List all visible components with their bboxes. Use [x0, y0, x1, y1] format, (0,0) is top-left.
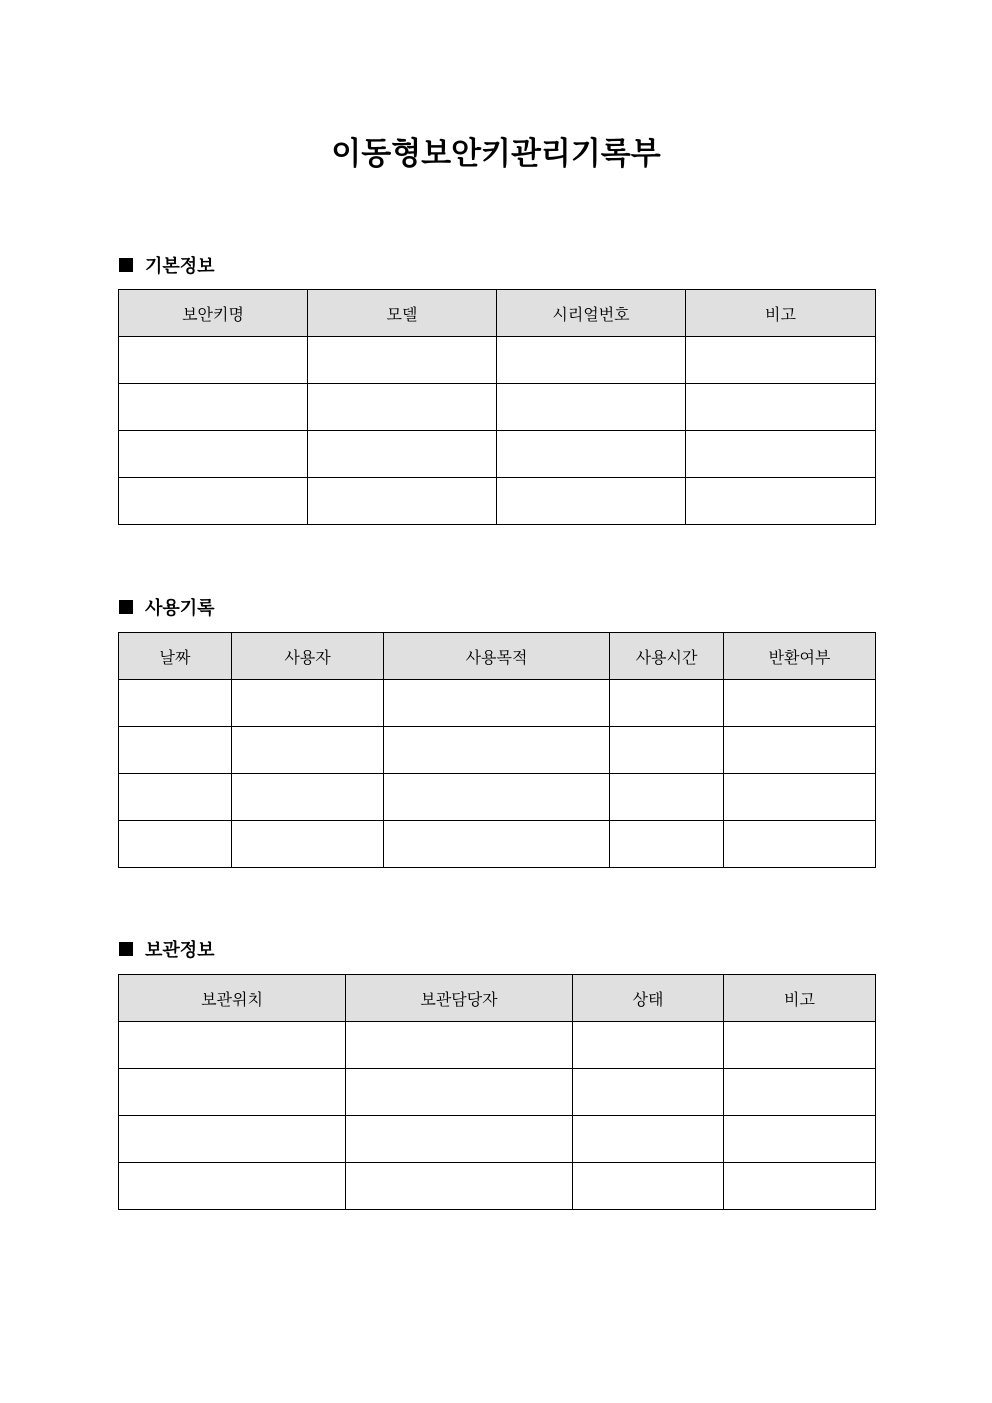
table-header-row — [119, 290, 876, 337]
table-cell[interactable] — [384, 774, 610, 821]
document-title: 이동형보안키관리기록부 — [331, 136, 661, 172]
column-header: 모델 — [308, 290, 497, 337]
table-cell[interactable] — [686, 384, 876, 431]
table-row — [119, 680, 876, 727]
table-row — [119, 1116, 876, 1163]
table-cell[interactable] — [610, 774, 724, 821]
table-cell[interactable] — [724, 680, 876, 727]
table-cell[interactable] — [610, 821, 724, 868]
column-header: 날짜 — [119, 633, 232, 680]
table-cell[interactable] — [686, 337, 876, 384]
table-cell[interactable] — [119, 680, 232, 727]
table-cell[interactable] — [724, 727, 876, 774]
column-header: 사용목적 — [384, 633, 610, 680]
table-cell[interactable] — [686, 478, 876, 525]
table-cell[interactable] — [119, 1022, 346, 1069]
table-cell[interactable] — [119, 821, 232, 868]
table-cell[interactable] — [346, 1069, 573, 1116]
table-cell[interactable] — [119, 1116, 346, 1163]
table-cell[interactable] — [232, 680, 384, 727]
column-header: 비고 — [724, 975, 876, 1022]
table-cell[interactable] — [724, 821, 876, 868]
table-cell[interactable] — [610, 727, 724, 774]
table-cell[interactable] — [497, 337, 686, 384]
table-cell[interactable] — [119, 1163, 346, 1210]
column-header: 상태 — [573, 975, 724, 1022]
table-cell[interactable] — [573, 1163, 724, 1210]
column-header: 보관위치 — [119, 975, 346, 1022]
table-cell[interactable] — [610, 680, 724, 727]
section-heading-basic-info — [119, 253, 215, 277]
table-header-row — [119, 975, 876, 1022]
table-header-row — [119, 633, 876, 680]
section-heading-storage-info — [119, 937, 215, 961]
table-row — [119, 478, 876, 525]
table-row — [119, 774, 876, 821]
storage-info-table — [118, 974, 876, 1210]
table-cell[interactable] — [497, 384, 686, 431]
table-row — [119, 1022, 876, 1069]
table-cell[interactable] — [384, 821, 610, 868]
section-heading-label: 보관정보 — [145, 940, 215, 961]
table-cell[interactable] — [308, 478, 497, 525]
column-header: 사용자 — [232, 633, 384, 680]
table-row — [119, 1069, 876, 1116]
table-cell[interactable] — [119, 1069, 346, 1116]
table-cell[interactable] — [308, 384, 497, 431]
table-cell[interactable] — [497, 478, 686, 525]
table-cell[interactable] — [686, 431, 876, 478]
black-square-icon — [119, 600, 133, 614]
column-header: 보관담당자 — [346, 975, 573, 1022]
column-header: 반환여부 — [724, 633, 876, 680]
table-cell[interactable] — [119, 384, 308, 431]
table-cell[interactable] — [724, 1022, 876, 1069]
table-cell[interactable] — [573, 1069, 724, 1116]
table-cell[interactable] — [724, 1163, 876, 1210]
table-cell[interactable] — [346, 1022, 573, 1069]
table-cell[interactable] — [232, 774, 384, 821]
table-row — [119, 431, 876, 478]
table-cell[interactable] — [119, 478, 308, 525]
table-cell[interactable] — [384, 680, 610, 727]
table-cell[interactable] — [232, 821, 384, 868]
table-row — [119, 821, 876, 868]
table-cell[interactable] — [119, 727, 232, 774]
table-cell[interactable] — [384, 727, 610, 774]
table-row — [119, 1163, 876, 1210]
table-cell[interactable] — [346, 1116, 573, 1163]
black-square-icon — [119, 258, 133, 272]
table-row — [119, 337, 876, 384]
usage-log-table — [118, 632, 876, 868]
column-header: 비고 — [686, 290, 876, 337]
table-cell[interactable] — [119, 337, 308, 384]
table-cell[interactable] — [119, 431, 308, 478]
section-heading-label: 기본정보 — [145, 256, 215, 277]
table-cell[interactable] — [724, 774, 876, 821]
table-cell[interactable] — [497, 431, 686, 478]
table-row — [119, 727, 876, 774]
section-heading-label: 사용기록 — [145, 598, 215, 619]
table-cell[interactable] — [724, 1069, 876, 1116]
table-cell[interactable] — [308, 431, 497, 478]
table-cell[interactable] — [119, 774, 232, 821]
column-header: 시리얼번호 — [497, 290, 686, 337]
basic-info-table — [118, 289, 876, 525]
table-cell[interactable] — [573, 1022, 724, 1069]
table-cell[interactable] — [308, 337, 497, 384]
column-header: 사용시간 — [610, 633, 724, 680]
table-cell[interactable] — [573, 1116, 724, 1163]
table-row — [119, 384, 876, 431]
column-header: 보안키명 — [119, 290, 308, 337]
black-square-icon — [119, 942, 133, 956]
table-cell[interactable] — [346, 1163, 573, 1210]
table-cell[interactable] — [724, 1116, 876, 1163]
section-heading-usage-log — [119, 595, 215, 619]
table-cell[interactable] — [232, 727, 384, 774]
